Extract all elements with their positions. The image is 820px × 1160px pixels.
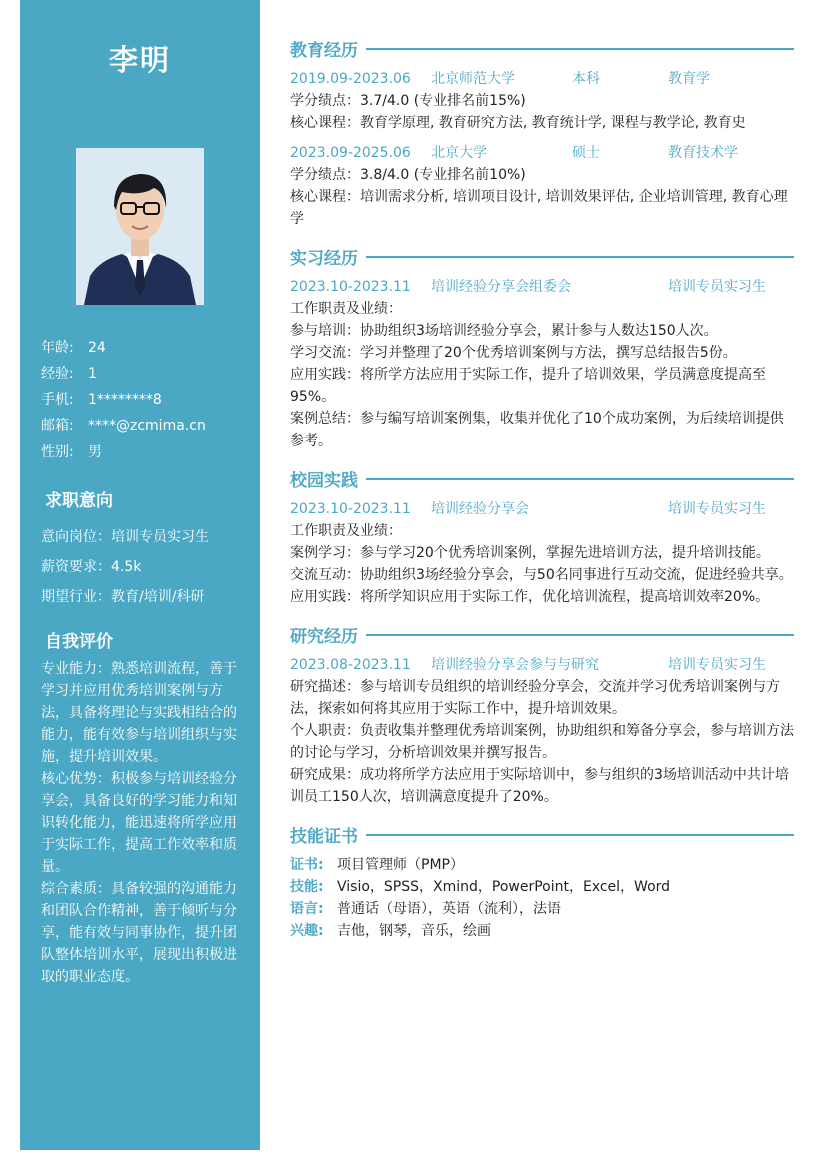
info-label: 经验:	[41, 366, 74, 382]
info-label: 手机:	[41, 392, 74, 408]
skills-section	[290, 822, 794, 942]
research-entry-header	[290, 654, 794, 676]
info-value: 男	[88, 444, 102, 460]
education-entry-header	[290, 68, 794, 90]
section-title: 校园实践	[290, 470, 358, 491]
entry-line: 工作职责及业绩：	[290, 301, 402, 317]
skill-label: 兴趣:	[290, 923, 324, 939]
skill-row-certificate	[290, 854, 794, 876]
intent-heading: 求职意向	[45, 491, 113, 511]
entry-degree: 本科	[572, 71, 600, 87]
internship-section	[290, 244, 794, 452]
intent-industry: 期望行业：教育/培训/科研	[41, 589, 205, 605]
eval-quality: 综合素质：具备较强的沟通能力和团队合作精神，善于倾听与分享，能有效与同事协作，提升团队整体培训水平，展现出积极进取的职业态度。	[41, 881, 237, 985]
entry-line: 学习交流：学习并整理了20个优秀培训案例与方法，撰写总结报告5份。	[290, 345, 737, 361]
entry-school: 北京大学	[431, 145, 487, 161]
entry-org: 培训经验分享会	[431, 501, 529, 517]
skill-label: 证书:	[290, 857, 324, 873]
section-header	[290, 622, 794, 646]
section-title: 实习经历	[290, 248, 358, 269]
section-divider	[366, 48, 794, 50]
job-intent	[41, 522, 251, 612]
section-header	[290, 822, 794, 846]
info-value: 1********8	[88, 392, 162, 408]
entry-line: 工作职责及业绩：	[290, 523, 402, 539]
research-section	[290, 622, 794, 808]
info-phone	[41, 387, 251, 413]
entry-org: 培训经验分享会参与与研究	[431, 657, 599, 673]
entry-role: 培训专员实习生	[668, 279, 766, 295]
entry-role: 培训专员实习生	[668, 657, 766, 673]
info-value: 24	[88, 340, 106, 356]
skill-row-interests	[290, 920, 794, 942]
skill-value: 吉他，钢琴，音乐，绘画	[337, 923, 491, 939]
avatar-illustration	[76, 148, 204, 305]
entry-major: 教育技术学	[668, 145, 738, 161]
section-title: 技能证书	[290, 826, 358, 847]
profile-photo	[76, 148, 204, 305]
skill-row-skills	[290, 876, 794, 898]
section-divider	[366, 478, 794, 480]
section-title: 研究经历	[290, 626, 358, 647]
eval-advantage: 核心优势：积极参与培训经验分享会，具备良好的学习能力和知识转化能力，能迅速将所学应用于实际工作，提高工作效率和质量。	[41, 771, 237, 875]
education-entry-header	[290, 142, 794, 164]
section-divider	[366, 256, 794, 258]
entry-date: 2023.08-2023.11	[290, 657, 411, 673]
entry-date: 2023.10-2023.11	[290, 501, 411, 517]
campus-entry-header	[290, 498, 794, 520]
eval-professional: 专业能力：熟悉培训流程，善于学习并应用优秀培训案例与方法，具备将理论与实践相结合的能力，能有效参与培训组织与实施，提升培训效果。	[41, 661, 237, 765]
info-label: 年龄:	[41, 340, 74, 356]
entry-date: 2023.10-2023.11	[290, 279, 411, 295]
candidate-name: 李明	[108, 43, 171, 77]
skill-row-language	[290, 898, 794, 920]
education-section	[290, 36, 794, 230]
campus-section	[290, 466, 794, 608]
personal-info	[41, 335, 251, 465]
entry-line: 案例总结：参与编写培训案例集，收集并优化了10个成功案例，为后续培训提供参考。	[290, 411, 784, 449]
section-header	[290, 466, 794, 490]
entry-line: 核心课程：培训需求分析, 培训项目设计, 培训效果评估, 企业培训管理, 教育心理学	[290, 189, 788, 227]
skill-value: 普通话（母语），英语（流利），法语	[337, 901, 561, 917]
section-title: 教育经历	[290, 40, 358, 61]
info-gender	[41, 439, 251, 465]
info-email	[41, 413, 251, 439]
self-evaluation	[41, 658, 245, 988]
info-value: ****@zcmima.cn	[88, 418, 206, 434]
entry-line: 研究描述：参与培训专员组织的培训经验分享会，交流并学习优秀培训案例与方法，探索如何将其应用于实际工作中，提升培训效果。	[290, 679, 780, 717]
entry-line: 应用实践：将所学知识应用于实际工作，优化培训流程，提高培训效率20%。	[290, 589, 770, 605]
entry-line: 交流互动：协助组织3场经验分享会，与50名同事进行互动交流，促进经验共享。	[290, 567, 793, 583]
entry-role: 培训专员实习生	[668, 501, 766, 517]
entry-line: 参与培训：协助组织3场培训经验分享会，累计参与人数达150人次。	[290, 323, 718, 339]
entry-line: 个人职责：负责收集并整理优秀培训案例，协助组织和筹备分享会，参与培训方法的讨论与学习，分析培训效果并撰写报告。	[290, 723, 794, 761]
self-eval-heading: 自我评价	[45, 632, 113, 652]
section-header	[290, 36, 794, 60]
entry-degree: 硕士	[572, 145, 600, 161]
section-divider	[366, 834, 794, 836]
intent-position: 意向岗位：培训专员实习生	[41, 529, 209, 545]
main-content	[290, 36, 794, 956]
entry-school: 北京师范大学	[431, 71, 515, 87]
skill-label: 语言:	[290, 901, 324, 917]
info-value: 1	[88, 366, 97, 382]
entry-line: 应用实践：将所学方法应用于实际工作，提升了培训效果，学员满意度提高至95%。	[290, 367, 766, 405]
sidebar	[20, 0, 260, 1150]
entry-line: 学分绩点：3.8/4.0 (专业排名前10%)	[290, 167, 526, 183]
info-age	[41, 335, 251, 361]
entry-major: 教育学	[668, 71, 710, 87]
info-experience	[41, 361, 251, 387]
skill-label: 技能:	[290, 879, 324, 895]
skill-value: 项目管理师（PMP）	[337, 857, 464, 873]
entry-date: 2023.09-2025.06	[290, 145, 411, 161]
info-label: 性别:	[41, 444, 74, 460]
entry-line: 案例学习：参与学习20个优秀培训案例，掌握先进培训方法，提升培训技能。	[290, 545, 770, 561]
skill-value: Visio，SPSS，Xmind，PowerPoint，Excel，Word	[337, 879, 671, 895]
entry-line: 研究成果：成功将所学方法应用于实际培训中，参与组织的3场培训活动中共计培训员工150人次，培训满意度提升了20%。	[290, 767, 789, 805]
info-label: 邮箱:	[41, 418, 74, 434]
section-header	[290, 244, 794, 268]
entry-org: 培训经验分享会组委会	[431, 279, 571, 295]
entry-line: 核心课程：教育学原理, 教育研究方法, 教育统计学, 课程与教学论, 教育史	[290, 115, 746, 131]
section-divider	[366, 634, 794, 636]
internship-entry-header	[290, 276, 794, 298]
entry-date: 2019.09-2023.06	[290, 71, 411, 87]
entry-line: 学分绩点：3.7/4.0 (专业排名前15%)	[290, 93, 526, 109]
intent-salary: 薪资要求：4.5k	[41, 559, 142, 575]
